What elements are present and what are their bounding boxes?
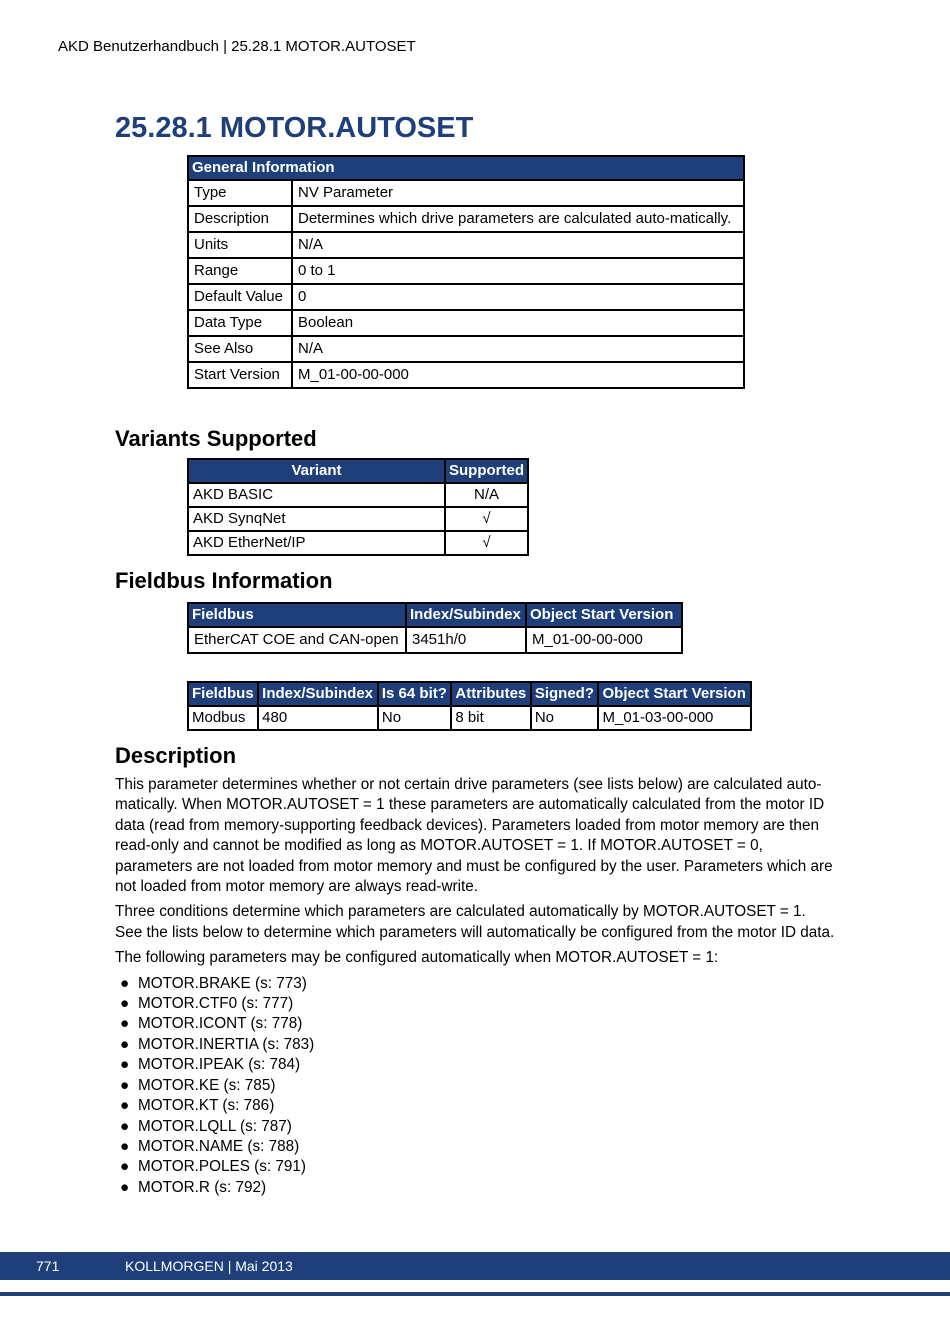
table-row bbox=[188, 483, 528, 507]
table-row bbox=[188, 232, 744, 258]
fieldbus-ethercat-table bbox=[187, 602, 683, 654]
start-version-column-header: Object Start Version bbox=[598, 682, 751, 706]
parameter-link[interactable]: MOTOR.CTF0 (s: 777) bbox=[138, 995, 294, 1013]
index-cell: 3451h/0 bbox=[406, 627, 526, 653]
list-item bbox=[115, 1055, 835, 1075]
parameter-link[interactable]: MOTOR.R (s: 792) bbox=[138, 1178, 267, 1196]
bullet-icon: ● bbox=[120, 995, 130, 1013]
description-body bbox=[115, 775, 835, 1198]
footer-bar bbox=[0, 1252, 950, 1280]
fieldbus-column-header: Fieldbus bbox=[188, 603, 406, 627]
parameter-link[interactable]: MOTOR.IPEAK (s: 784) bbox=[138, 1056, 301, 1074]
page-title: 25.28.1 MOTOR.AUTOSET bbox=[115, 112, 474, 144]
start-version-cell: M_01-00-00-000 bbox=[526, 627, 682, 653]
start-version-cell: M_01-03-00-000 bbox=[598, 706, 751, 730]
supported-cell: N/A bbox=[445, 483, 528, 507]
list-item bbox=[115, 1178, 835, 1198]
table-row bbox=[188, 362, 744, 388]
parameter-link[interactable]: MOTOR.NAME (s: 788) bbox=[138, 1137, 300, 1155]
variant-cell: AKD BASIC bbox=[188, 483, 445, 507]
supported-cell: √ bbox=[445, 507, 528, 531]
bullet-icon: ● bbox=[120, 1097, 130, 1115]
row-key: Start Version bbox=[188, 362, 292, 388]
variants-heading: Variants Supported bbox=[115, 426, 317, 451]
bullet-icon: ● bbox=[120, 1117, 130, 1135]
general-information-table bbox=[187, 155, 745, 389]
bullet-icon: ● bbox=[120, 1158, 130, 1176]
list-item bbox=[115, 1076, 835, 1096]
row-key: Description bbox=[188, 206, 292, 232]
is-64-bit-column-header: Is 64 bit? bbox=[378, 682, 452, 706]
variant-cell: AKD SynqNet bbox=[188, 507, 445, 531]
parameter-link[interactable]: MOTOR.KE (s: 785) bbox=[138, 1076, 276, 1094]
fieldbus-heading: Fieldbus Information bbox=[115, 568, 333, 593]
bullet-icon: ● bbox=[120, 1015, 130, 1033]
table-row bbox=[188, 706, 751, 730]
running-header: AKD Benutzerhandbuch | 25.28.1 MOTOR.AUTOSET bbox=[58, 38, 416, 55]
list-item bbox=[115, 994, 835, 1014]
attributes-column-header: Attributes bbox=[451, 682, 530, 706]
row-key: Range bbox=[188, 258, 292, 284]
row-value: N/A bbox=[292, 336, 744, 362]
bullet-icon: ● bbox=[120, 1178, 130, 1196]
list-item bbox=[115, 1117, 835, 1137]
table-row bbox=[188, 310, 744, 336]
table-row bbox=[188, 627, 682, 653]
index-column-header: Index/Subindex bbox=[258, 682, 378, 706]
row-key: Default Value bbox=[188, 284, 292, 310]
parameter-link[interactable]: MOTOR.ICONT (s: 778) bbox=[138, 1015, 303, 1033]
index-column-header: Index/Subindex bbox=[406, 603, 526, 627]
fieldbus-modbus-table bbox=[187, 681, 752, 731]
row-key: Type bbox=[188, 180, 292, 206]
general-information-header: General Information bbox=[188, 156, 744, 180]
table-row bbox=[188, 206, 744, 232]
table-row bbox=[188, 284, 744, 310]
footer-company: KOLLMORGEN | Mai 2013 bbox=[125, 1258, 293, 1274]
index-cell: 480 bbox=[258, 706, 378, 730]
is-64-bit-cell: No bbox=[378, 706, 452, 730]
row-key: Data Type bbox=[188, 310, 292, 336]
supported-cell: √ bbox=[445, 531, 528, 555]
row-value: 0 to 1 bbox=[292, 258, 744, 284]
parameter-link[interactable]: MOTOR.INERTIA (s: 783) bbox=[138, 1035, 315, 1053]
table-row bbox=[188, 336, 744, 362]
parameter-link[interactable]: MOTOR.KT (s: 786) bbox=[138, 1097, 275, 1115]
signed-column-header: Signed? bbox=[531, 682, 599, 706]
list-item bbox=[115, 974, 835, 994]
row-key: Units bbox=[188, 232, 292, 258]
parameter-link[interactable]: MOTOR.BRAKE (s: 773) bbox=[138, 974, 307, 992]
description-paragraph: The following parameters may be configured automatically when MOTOR.AUTOSET = 1: bbox=[115, 949, 719, 967]
list-item bbox=[115, 1137, 835, 1157]
table-row bbox=[188, 258, 744, 284]
bullet-icon: ● bbox=[120, 1035, 130, 1053]
list-item bbox=[115, 1035, 835, 1055]
table-row bbox=[188, 507, 528, 531]
list-item bbox=[115, 1157, 835, 1177]
variant-column-header: Variant bbox=[188, 459, 445, 483]
row-key: See Also bbox=[188, 336, 292, 362]
description-heading: Description bbox=[115, 743, 237, 768]
row-value: NV Parameter bbox=[292, 180, 744, 206]
signed-cell: No bbox=[531, 706, 599, 730]
row-value: M_01-00-00-000 bbox=[292, 362, 744, 388]
list-item bbox=[115, 1096, 835, 1116]
variant-cell: AKD EtherNet/IP bbox=[188, 531, 445, 555]
footer-divider bbox=[0, 1292, 950, 1296]
start-version-column-header: Object Start Version bbox=[526, 603, 682, 627]
description-paragraph: This parameter determines whether or not certain drive parameters (see lists below) are calculated auto-matically. When MOTOR.AUTOSET = 1 these parameters are automatically calculated from the motor ID data (read from memory-supporting feedback devices). Parameters loaded from motor memory are then read-only and cannot be modified as long as MOTOR.AUTOSET = 1. If MOTOR.AUTOSET = 0, parameters are not loaded from motor memory and must be configured by the user. Parameters which are not loaded from motor memory are always read-write. bbox=[115, 776, 833, 896]
row-value: Determines which drive parameters are calculated auto-matically. bbox=[292, 206, 744, 232]
fieldbus-column-header: Fieldbus bbox=[188, 682, 258, 706]
supported-column-header: Supported bbox=[445, 459, 528, 483]
fieldbus-cell: EtherCAT COE and CAN-open bbox=[188, 627, 406, 653]
fieldbus-cell: Modbus bbox=[188, 706, 258, 730]
bullet-icon: ● bbox=[120, 1137, 130, 1155]
list-item bbox=[115, 1014, 835, 1034]
description-paragraph: Three conditions determine which parameters are calculated automatically by MOTOR.AUTOSET = 1. See the lists below to determine which parameters will automatically be configured from the motor ID data. bbox=[115, 903, 835, 941]
row-value: Boolean bbox=[292, 310, 744, 336]
attributes-cell: 8 bit bbox=[451, 706, 530, 730]
page-number: 771 bbox=[36, 1258, 60, 1274]
bullet-icon: ● bbox=[120, 974, 130, 992]
bullet-icon: ● bbox=[120, 1076, 130, 1094]
parameter-link[interactable]: MOTOR.POLES (s: 791) bbox=[138, 1158, 307, 1176]
variants-table bbox=[187, 458, 529, 556]
table-row bbox=[188, 531, 528, 555]
row-value: N/A bbox=[292, 232, 744, 258]
bullet-icon: ● bbox=[120, 1056, 130, 1074]
table-row bbox=[188, 180, 744, 206]
parameter-link[interactable]: MOTOR.LQLL (s: 787) bbox=[138, 1117, 292, 1135]
auto-configured-parameter-list bbox=[115, 974, 835, 1198]
row-value: 0 bbox=[292, 284, 744, 310]
